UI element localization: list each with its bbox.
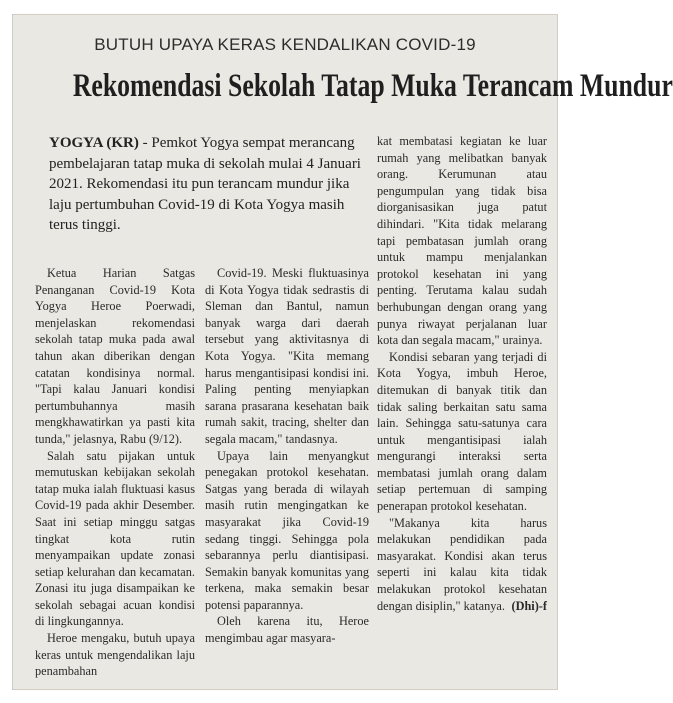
paragraph: Covid-19. Meski fluktuasinya di Kota Yogya tidak sedrastis di Sleman dan Bantul, namun banyak warga dari daerah tersebut yang aktivitasnya di Kota Yogya. "Kita memang harus mengantisipasi kondisi ini. Paling penting menyiapkan sarana prasarana kesehatan baik rumah sakit, tracing, shelter dan segala macam," tandasnya. — [205, 266, 369, 446]
lead-text: - Pemkot Yogya sempat merancang pembelajaran tatap muka di sekolah mulai 4 Januari 2021. Rekomendasi itu pun terancam mundur jika laju pertumbuhan Covid-19 di Kota Yogya masih terus tinggi. — [49, 135, 361, 233]
paragraph: Salah satu pijakan untuk memutuskan kebijakan sekolah tatap muka ialah fluktuasi kasus Covid-19 pada akhir Desember. Saat ini setiap minggu satgas tingkat kota rutin menyampaikan update zonasi setiap kelurahan dan kecamatan. Zonasi itu juga disampaikan ke sekolah sebagai acuan kondisi di lingkungannya. — [35, 448, 195, 629]
column-3 — [377, 133, 547, 614]
paragraph: Upaya lain menyangkut penegakan protokol kesehatan. Satgas yang berada di wilayah masih rutin mengingatkan ke masyarakat jika Covid-19 sedang tinggi. Sehingga pola sebarannya perlu diantisipasi. Semakin banyak komunitas yang terkena, maka semakin besar potensi paparannya. — [205, 448, 369, 612]
dateline: YOGYA (KR) — [49, 135, 139, 151]
lead-paragraph — [49, 133, 367, 236]
paragraph: Ketua Harian Satgas Penanganan Covid-19 Kota Yogya Heroe Poerwadi, menjelaskan rekomendasi sekolah tatap muka pada awal tahun akan diberikan dengan catatan kondisinya normal. "Tapi kalau Januari kondisi pertumbuhannya masih mengkhawatirkan ya pasti kita tunda," jelasnya, Rabu (9/12). — [35, 266, 195, 446]
paragraph — [377, 515, 547, 615]
kicker: BUTUH UPAYA KERAS KENDALIKAN COVID-19 — [94, 35, 476, 54]
signoff: (Dhi)-f — [511, 598, 547, 613]
paragraph: Kondisi sebaran yang terjadi di Kota Yogya, imbuh Heroe, ditemukan di banyak titik dan tidak saling berkaitan satu sama lain. Sehingga satu-satunya cara untuk mengantisipasi ialah mengurangi interaksi serta membatasi jumlah orang dalam setiap pertemuan di samping penerapan protokol kesehatan. — [377, 349, 547, 514]
closing-quote: "Makanya kita harus melakukan pendidikan pada masyarakat. Kondisi akan terus seperti ini kalau kita tidak melakukan protokol kesehatan dengan disiplin," katanya. — [377, 515, 547, 613]
headline: Rekomendasi Sekolah Tatap Muka Terancam Mundur — [72, 68, 673, 104]
newspaper-clipping — [12, 14, 673, 690]
column-1 — [35, 265, 195, 680]
column-2 — [205, 265, 369, 647]
paragraph: kat membatasi kegiatan ke luar rumah yang melibatkan banyak orang. Kerumunan atau pengumpulan yang tidak bisa diorganisasikan juga patut dihindari. "Kita tidak melarang tapi pembatasan jumlah orang untuk mampu menjalankan protokol kesehatan ini yang penting. Terutama kalau sudah berhubungan dengan orang yang punya riwayat perjalanan luar kota dan segala macam," urainya. — [377, 134, 547, 348]
paragraph: Heroe mengaku, butuh upaya keras untuk mengendalikan laju penambahan — [35, 631, 195, 679]
paragraph: Oleh karena itu, Heroe mengimbau agar masyara- — [205, 614, 369, 646]
